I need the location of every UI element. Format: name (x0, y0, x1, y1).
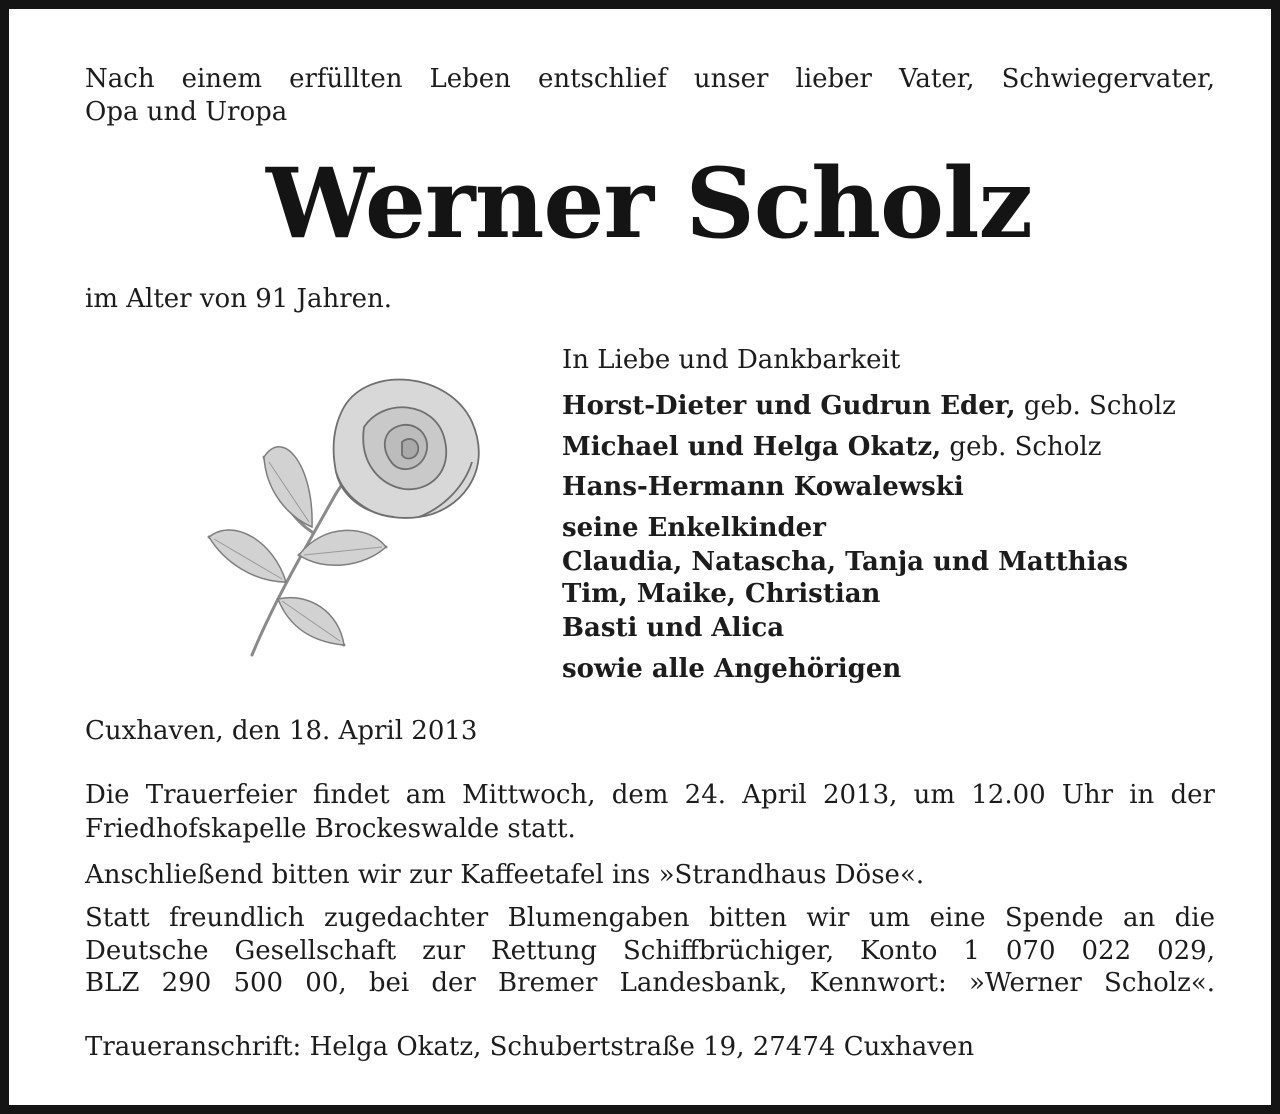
grandchildren-heading: seine Enkelkinder (562, 513, 826, 543)
mourner-line (562, 431, 1101, 464)
place-date: Cuxhaven, den 18. April 2013 (85, 716, 478, 746)
rose-icon (194, 367, 494, 667)
mourner-line (562, 471, 964, 504)
donation-line-2: Deutsche Gesellschaft zur Rettung Schiffbrüchiger, Konto 1 070 022 029, (85, 936, 1215, 966)
mourner-suffix: geb. Scholz (941, 432, 1102, 462)
grandchildren-line: Tim, Maike, Christian (562, 579, 881, 609)
mourning-address: Traueranschrift: Helga Okatz, Schubertstraße 19, 27474 Cuxhaven (85, 1032, 975, 1062)
mourner-name: Horst-Dieter und Gudrun Eder, (562, 391, 1016, 421)
grandchildren-line: Claudia, Natascha, Tanja und Matthias (562, 547, 1128, 577)
intro-line-2: Opa und Uropa (85, 97, 288, 127)
age-text: im Alter von 91 Jahren. (85, 284, 393, 314)
mourner-suffix: geb. Scholz (1015, 391, 1176, 421)
funeral-line-1: Die Trauerfeier findet am Mittwoch, dem 24. April 2013, um 12.00 Uhr in der (85, 780, 1215, 810)
mourner-name: Michael und Helga Okatz, (562, 432, 942, 462)
mourner-line (562, 390, 1176, 423)
mourner-name: Hans-Hermann Kowalewski (562, 472, 964, 502)
donation-line-3: BLZ 290 500 00, bei der Bremer Landesbank, Kennwort: »Werner Scholz«. (85, 968, 1215, 998)
grandchildren-line: Basti und Alica (562, 613, 785, 643)
other-relatives: sowie alle Angehörigen (562, 654, 902, 684)
funeral-line-2: Friedhofskapelle Brockeswalde statt. (85, 814, 576, 844)
deceased-name: Werner Scholz (265, 147, 1033, 260)
family-heading: In Liebe und Dankbarkeit (562, 345, 901, 375)
donation-line-1: Statt freundlich zugedachter Blumengaben bitten wir um eine Spende an die (85, 903, 1215, 933)
intro-line-1: Nach einem erfüllten Leben entschlief unser lieber Vater, Schwiegervater, (85, 64, 1215, 94)
coffee-text: Anschließend bitten wir zur Kaffeetafel ins »Strandhaus Döse«. (85, 860, 925, 890)
